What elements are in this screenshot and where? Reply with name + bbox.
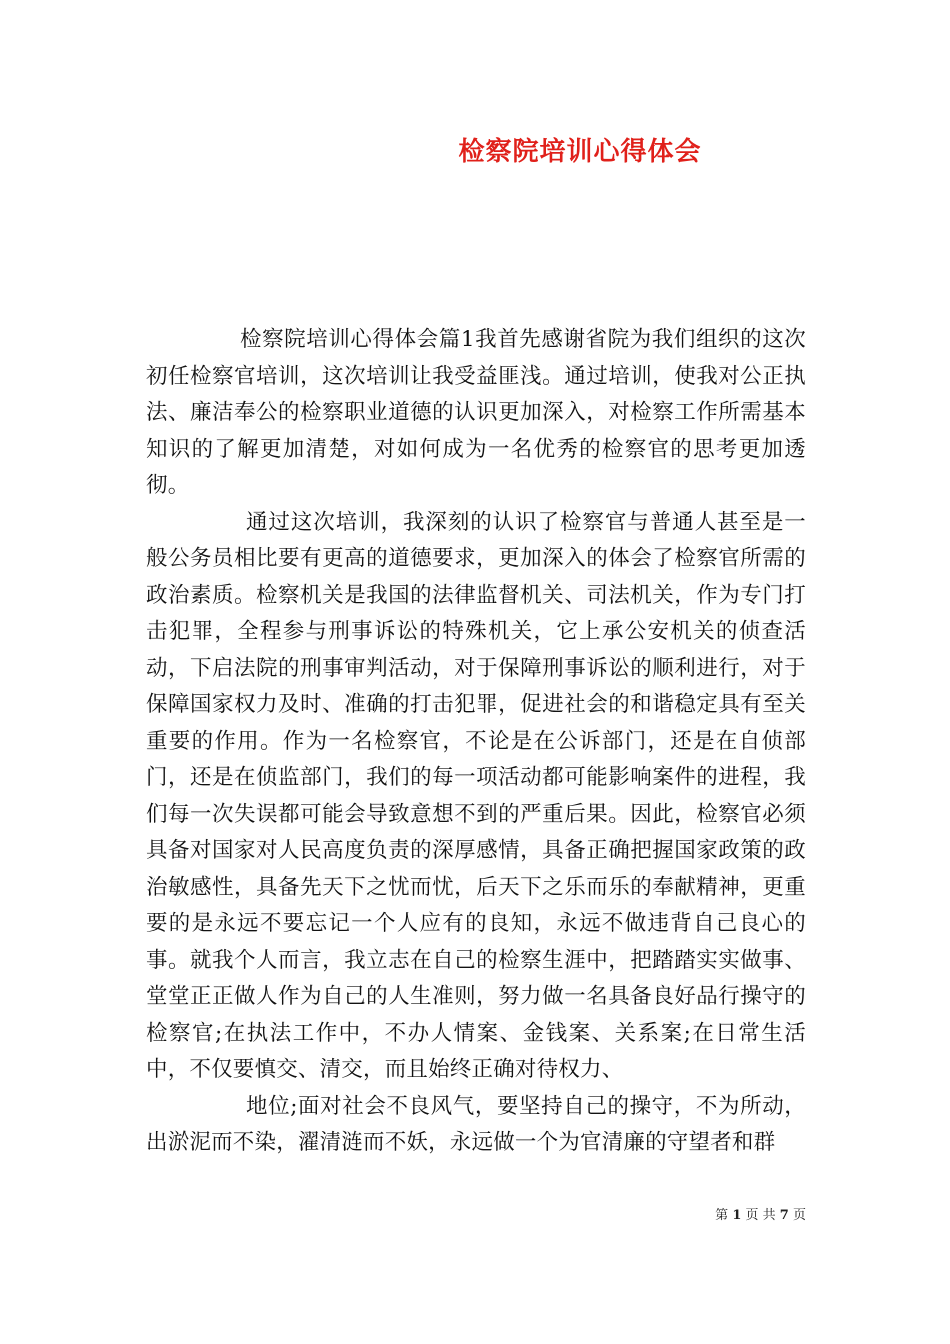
paragraph-3: 地位;面对社会不良风气，要坚持自己的操守，不为所动，出淤泥而不染，濯清涟而不妖，永远做一个为官清廉的守望者和群 [146, 1093, 806, 1155]
page-number-footer [715, 1204, 806, 1223]
footer-middle: 页 共 [745, 1208, 776, 1223]
document-body [146, 322, 806, 1162]
total-pages-number: 7 [779, 1208, 789, 1223]
document-title: 检察院培训心得体会 [458, 137, 702, 167]
footer-suffix: 页 [792, 1208, 806, 1223]
footer-prefix: 第 [715, 1208, 729, 1223]
current-page-number: 1 [732, 1208, 742, 1223]
paragraph-2: 通过这次培训，我深刻的认识了检察官与普通人甚至是一般公务员相比要有更高的道德要求，更加深入的体会了检察官所需的政治素质。检察机关是我国的法律监督机关、司法机关，作为专门打击犯罪，全程参与刑事诉讼的特殊机关，它上承公安机关的侦查活动，下启法院的刑事审判活动，对于保障刑事诉讼的顺利进行，对于保障国家权力及时、准确的打击犯罪，促进社会的和谐稳定具有至关重要的作用。作为一名检察官，不论是在公诉部门，还是在自侦部门，还是在侦监部门，我们的每一项活动都可能影响案件的进程，我们每一次失误都可能会导致意想不到的严重后果。因此，检察官必须具备对国家对人民高度负责的深厚感情，具备正确把握国家政策的政治敏感性，具备先天下之忧而忧，后天下之乐而乐的奉献精神，更重要的是永远不要忘记一个人应有的良知，永远不做违背自己良心的事。就我个人而言，我立志在自己的检察生涯中，把踏踏实实做事、堂堂正正做人作为自己的人生准则，努力做一名具备良好品行操守的检察官;在执法工作中，不办人情案、金钱案、关系案;在日常生活中，不仅要慎交、清交，而且始终正确对待权力、 [146, 509, 806, 1082]
paragraph-1: 检察院培训心得体会篇1我首先感谢省院为我们组织的这次初任检察官培训，这次培训让我受益匪浅。通过培训，使我对公正执法、廉洁奉公的检察职业道德的认识更加深入，对检察工作所需基本知识的了解更加清楚，对如何成为一名优秀的检察官的思考更加透彻。 [146, 327, 806, 498]
